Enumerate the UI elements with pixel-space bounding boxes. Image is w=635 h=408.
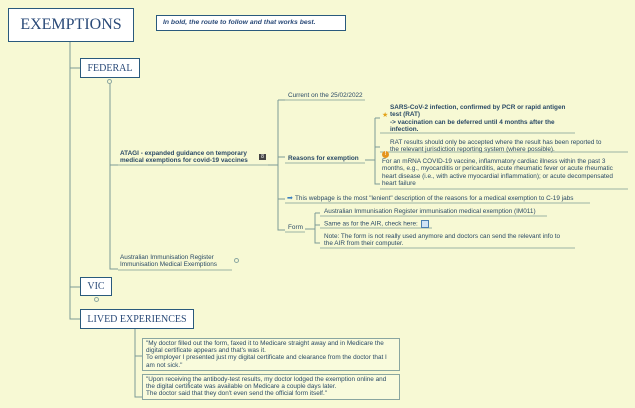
vic-label: VIC	[87, 281, 105, 292]
rat-line: the relevant jurisdiction reporting system (where possible).	[390, 146, 555, 154]
legend-note[interactable]	[156, 15, 346, 31]
exp1-line: "My doctor filled out the form, faxed it to Medicare straight away and in Medicare the	[146, 340, 384, 347]
vic-node[interactable]	[80, 277, 112, 296]
vic-collapse-toggle[interactable]	[94, 297, 99, 302]
sars-line: test (RAT)	[390, 111, 421, 119]
lived-experience-1[interactable]	[142, 338, 400, 371]
root-node[interactable]	[8, 8, 134, 42]
exp2-line: The doctor said that they don't even send the official form itself."	[146, 390, 327, 398]
attachment-count-badge[interactable]: 8	[259, 154, 266, 160]
air-label-line: Australian Immunisation Register	[120, 254, 214, 261]
lived-label: LIVED EXPERIENCES	[87, 313, 187, 325]
form-note-line: Note: The form is not really used anymore and doctors can send the relevant info to	[324, 233, 561, 240]
mrna-reason[interactable]	[382, 158, 613, 188]
air-form-node[interactable]: Australian Immunisation Register immunisation medical exemption (IM011)	[324, 208, 536, 215]
rat-reason[interactable]	[390, 139, 602, 154]
same-as-air-text: Same as for the AIR, check here:	[324, 220, 418, 228]
sars-reason[interactable]	[390, 104, 565, 134]
root-title: EXEMPTIONS	[20, 16, 122, 33]
lived-experience-2[interactable]	[142, 374, 400, 400]
exp1-line: am not sick."	[146, 361, 183, 369]
air-collapse-toggle[interactable]	[234, 258, 239, 263]
form-note[interactable]	[324, 233, 560, 248]
sars-line: -> vaccination can be deferred until 4 months after the	[390, 118, 555, 126]
form-node[interactable]: Form	[288, 224, 303, 231]
rat-line: RAT results should only be accepted where the result has been reported to	[390, 139, 602, 146]
air-exemptions-node[interactable]	[120, 254, 217, 269]
form-note-line: the AIR from their computer.	[324, 240, 404, 248]
mrna-line: heart disease (i.e., with active myocardial inflammation); or acute decompensated	[382, 172, 613, 180]
atagi-node[interactable]	[120, 150, 248, 165]
same-as-air-node[interactable]	[324, 220, 429, 228]
exp1-line: To employer I presented just my digital certificate and clearance from the doctor that I	[146, 354, 387, 362]
arrow-right-icon: ➡	[287, 195, 293, 202]
star-icon: ★	[382, 112, 389, 119]
legend-text: In bold, the route to follow and that works best.	[163, 19, 316, 26]
federal-label: FEDERAL	[87, 62, 133, 74]
federal-collapse-toggle[interactable]	[107, 79, 112, 84]
atagi-label-line2: medical exemptions for covid-19 vaccines	[120, 157, 248, 165]
air-label-line: Immunisation Medical Exemptions	[120, 261, 217, 269]
exp2-line: "Upon receiving the antibody-test results, my doctor lodged the exemption online and	[146, 376, 387, 383]
mrna-line: For an mRNA COVID-19 vaccine, inflammatory cardiac illness within the past 3	[382, 158, 606, 165]
mrna-line: heart failure	[382, 180, 416, 188]
lived-experiences-node[interactable]	[80, 309, 194, 329]
link-icon[interactable]	[421, 220, 429, 228]
current-on-node[interactable]: Current on the 25/02/2022	[288, 92, 363, 99]
exp1-line: digital certificate appears and that's was it.	[146, 347, 266, 355]
sars-line: SARS-CoV-2 infection, confirmed by PCR or rapid antigen	[390, 104, 566, 111]
atagi-label-line1: ATAGI - expanded guidance on temporary	[120, 150, 247, 157]
warning-icon: !	[382, 142, 389, 160]
sars-line: infection.	[390, 126, 419, 134]
reasons-node[interactable]: Reasons for exemption	[288, 155, 359, 162]
exp2-line: the digital certificate was available on Medicare a couple days later.	[146, 383, 337, 391]
mrna-line: months, e.g., myocarditis or pericarditis, acute rheumatic fever or acute rheumatic	[382, 165, 613, 173]
lenient-link[interactable]: This webpage is the most "lenient" description of the reasons for a medical exemption to C-19 jabs	[295, 195, 574, 202]
federal-node[interactable]	[80, 58, 140, 78]
